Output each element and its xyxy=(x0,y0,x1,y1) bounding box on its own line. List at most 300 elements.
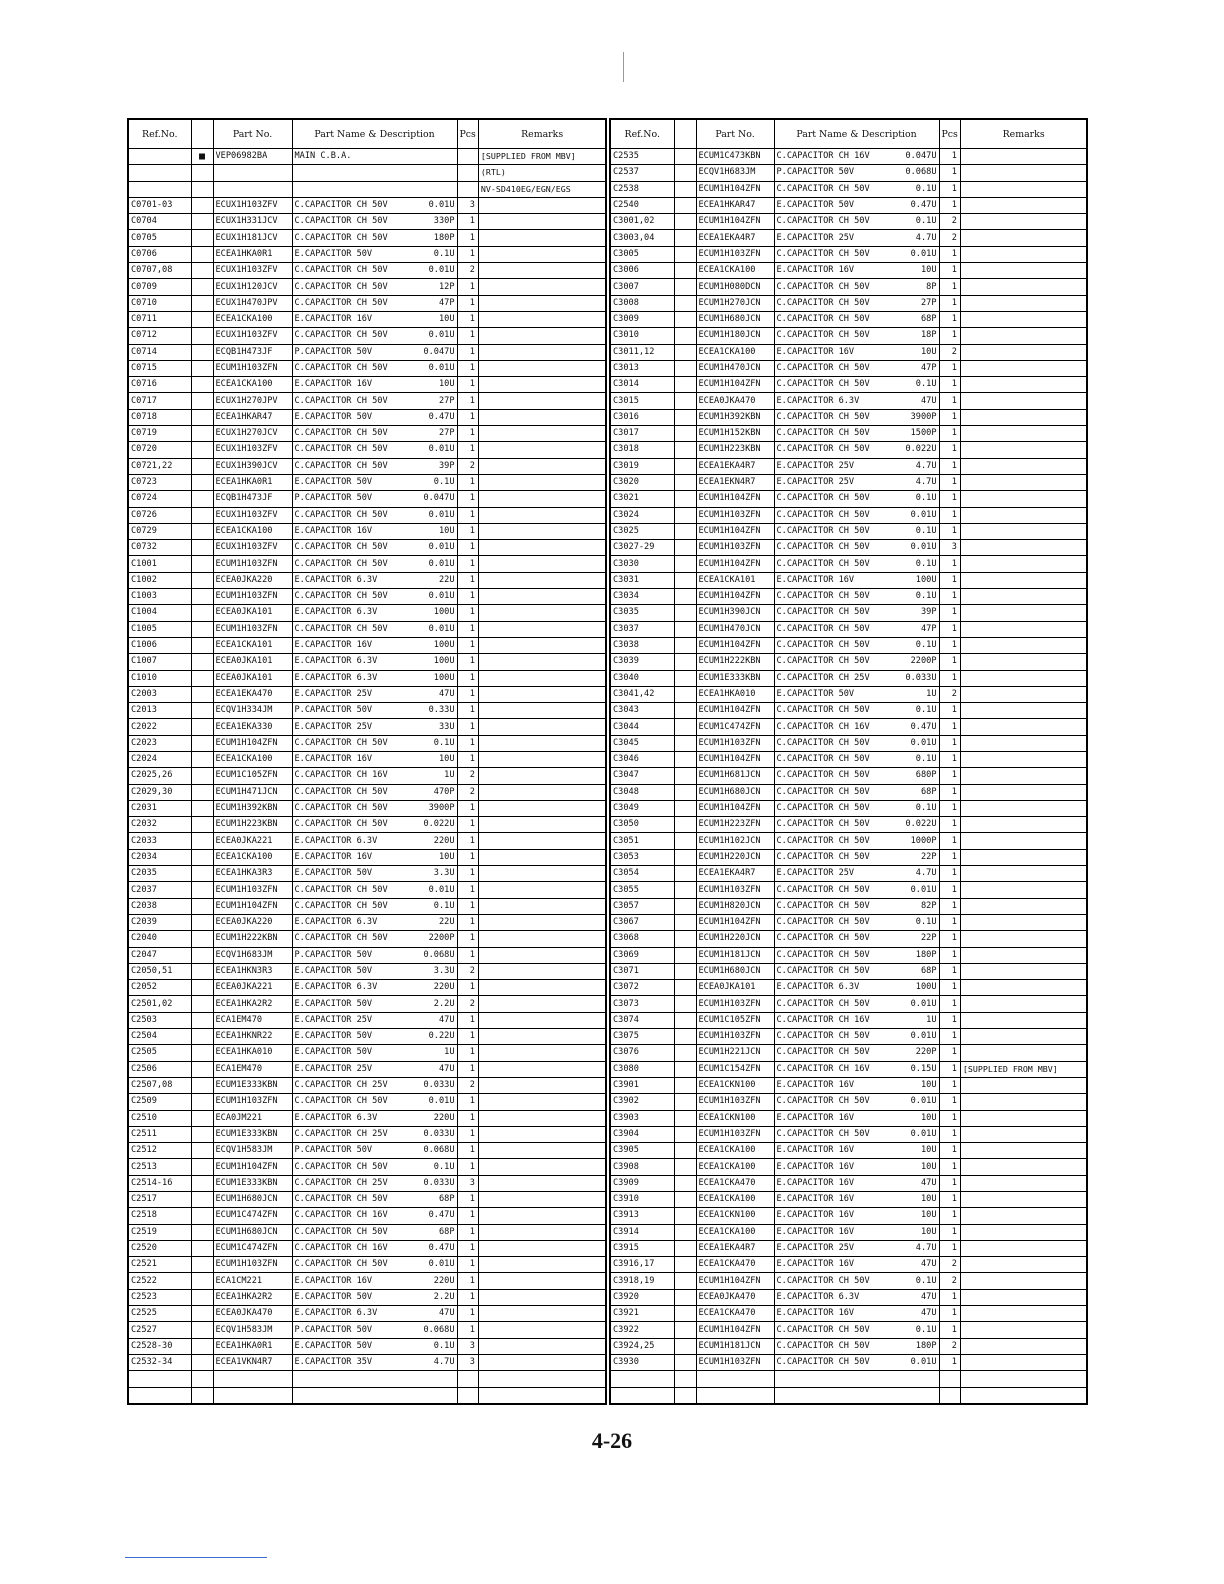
description-text: E.CAPACITOR 6.3V xyxy=(294,607,378,618)
part-no-cell: ECQV1H583JM xyxy=(213,1143,292,1159)
description-text: C.CAPACITOR CH 50V xyxy=(776,1047,870,1058)
remarks-cell xyxy=(960,1192,1087,1208)
description-cell xyxy=(292,377,457,393)
ref-no-cell: C3025 xyxy=(610,523,674,539)
ref-no-cell: C2540 xyxy=(610,197,674,213)
table-row xyxy=(128,1208,606,1224)
pcs-cell: 1 xyxy=(939,768,960,784)
value-text: 10U xyxy=(438,851,455,862)
value-text: 10U xyxy=(920,1080,937,1091)
description-cell xyxy=(774,833,939,849)
table-row xyxy=(610,670,1087,686)
description-cell xyxy=(292,1289,457,1305)
value-text: 0.1U xyxy=(915,1275,937,1286)
table-row xyxy=(610,1029,1087,1045)
ref-no-cell xyxy=(128,165,191,181)
remarks-cell xyxy=(478,295,606,311)
part-no-cell: ECEA1CKA100 xyxy=(213,849,292,865)
new-part-mark xyxy=(674,751,696,767)
description-text: E.CAPACITOR 16V xyxy=(294,851,373,862)
table-row xyxy=(610,149,1087,165)
description-text: C.CAPACITOR CH 16V xyxy=(294,770,388,781)
description-text: C.CAPACITOR CH 50V xyxy=(294,509,388,520)
table-row xyxy=(128,181,606,197)
remarks-cell xyxy=(960,1094,1087,1110)
remarks-cell xyxy=(960,1143,1087,1159)
table-row xyxy=(610,735,1087,751)
remarks-cell xyxy=(960,849,1087,865)
remarks-cell xyxy=(960,719,1087,735)
description-text: C.CAPACITOR CH 50V xyxy=(776,1357,870,1368)
part-no-cell: ECUM1H103ZFN xyxy=(213,360,292,376)
pcs-cell: 3 xyxy=(457,1338,478,1354)
remarks-cell xyxy=(960,817,1087,833)
table-row xyxy=(128,442,606,458)
part-no-cell: ECUM1H222KBN xyxy=(213,931,292,947)
pcs-cell: 1 xyxy=(939,295,960,311)
part-no-cell: ECUM1H104ZFN xyxy=(696,1273,774,1289)
table-row xyxy=(128,393,606,409)
remarks-cell xyxy=(478,556,606,572)
description-cell xyxy=(292,197,457,213)
part-no-cell: ECUM1H180JCN xyxy=(696,328,774,344)
ref-no-cell: C2003 xyxy=(128,686,191,702)
table-row xyxy=(128,165,606,181)
new-part-mark xyxy=(191,295,213,311)
description-text: E.CAPACITOR 50V xyxy=(294,1031,373,1042)
pcs-cell: 1 xyxy=(939,279,960,295)
description-text: C.CAPACITOR CH 50V xyxy=(776,607,870,618)
new-part-mark xyxy=(191,279,213,295)
new-part-mark xyxy=(674,1208,696,1224)
remarks-cell xyxy=(960,963,1087,979)
new-part-mark xyxy=(191,328,213,344)
value-text: 220U xyxy=(433,1112,455,1123)
header-part-no: Part No. xyxy=(696,119,774,149)
table-row xyxy=(610,882,1087,898)
description-cell xyxy=(292,1306,457,1322)
description-text: C.CAPACITOR CH 50V xyxy=(294,542,388,553)
description-cell xyxy=(292,1061,457,1077)
description-cell xyxy=(292,735,457,751)
description-cell xyxy=(774,1354,939,1370)
remarks-cell xyxy=(478,279,606,295)
pcs-cell: 1 xyxy=(939,817,960,833)
value-text: 100U xyxy=(915,574,937,585)
value-text: 0.1U xyxy=(915,754,937,765)
description-text: C.CAPACITOR CH 50V xyxy=(776,705,870,716)
part-no-cell: ECUM1C474ZFN xyxy=(696,719,774,735)
description-cell xyxy=(774,784,939,800)
remarks-cell xyxy=(960,426,1087,442)
ref-no-cell: C3902 xyxy=(610,1094,674,1110)
description-cell xyxy=(774,279,939,295)
ref-no-cell: C3040 xyxy=(610,670,674,686)
new-part-mark xyxy=(191,1387,213,1404)
value-text: 47U xyxy=(920,1259,937,1270)
pcs-cell: 1 xyxy=(939,263,960,279)
value-text: 10U xyxy=(920,1226,937,1237)
part-no-cell: ECQV1H334JM xyxy=(213,703,292,719)
part-no-cell: ECEA1CKA100 xyxy=(696,344,774,360)
description-text: E.CAPACITOR 35V xyxy=(294,1357,373,1368)
remarks-cell xyxy=(960,1240,1087,1256)
description-text: E.CAPACITOR 50V xyxy=(294,1340,373,1351)
value-text: 0.047U xyxy=(423,346,455,357)
table-row xyxy=(610,230,1087,246)
pcs-cell: 1 xyxy=(939,409,960,425)
new-part-mark xyxy=(674,1240,696,1256)
remarks-cell xyxy=(478,572,606,588)
table-row xyxy=(128,735,606,751)
remarks-cell xyxy=(960,197,1087,213)
remarks-cell xyxy=(478,1012,606,1028)
pcs-cell: 1 xyxy=(457,442,478,458)
new-part-mark xyxy=(674,931,696,947)
remarks-cell xyxy=(960,474,1087,490)
table-row xyxy=(610,279,1087,295)
new-part-mark xyxy=(191,214,213,230)
ref-no-cell: C3922 xyxy=(610,1322,674,1338)
table-row xyxy=(128,1012,606,1028)
table-row xyxy=(610,1273,1087,1289)
ref-no-cell: C2035 xyxy=(128,866,191,882)
new-part-mark xyxy=(674,458,696,474)
new-part-mark xyxy=(191,230,213,246)
part-no-cell: ECQV1H683JM xyxy=(213,947,292,963)
remarks-cell xyxy=(960,1175,1087,1191)
pcs-cell: 1 xyxy=(939,1159,960,1175)
ref-no-cell: C3905 xyxy=(610,1143,674,1159)
ref-no-cell: C2512 xyxy=(128,1143,191,1159)
value-text: 33U xyxy=(438,721,455,732)
description-text: C.CAPACITOR CH 50V xyxy=(294,1226,388,1237)
table-row xyxy=(128,784,606,800)
value-text: 0.01U xyxy=(428,542,455,553)
description-cell xyxy=(774,556,939,572)
pcs-cell: 1 xyxy=(939,328,960,344)
pcs-cell: 2 xyxy=(939,230,960,246)
remarks-cell xyxy=(478,1143,606,1159)
value-text: 0.1U xyxy=(433,737,455,748)
description-text: E.CAPACITOR 50V xyxy=(294,868,373,879)
value-text: 47P xyxy=(438,297,455,308)
remarks-cell xyxy=(478,882,606,898)
pcs-cell: 1 xyxy=(457,654,478,670)
value-text: 0.047U xyxy=(905,151,937,162)
table-row xyxy=(610,1338,1087,1354)
table-row xyxy=(128,1387,606,1404)
pcs-cell: 1 xyxy=(939,1012,960,1028)
ref-no-cell: C2023 xyxy=(128,735,191,751)
table-row xyxy=(610,1175,1087,1191)
new-part-mark xyxy=(674,311,696,327)
remarks-cell xyxy=(960,1354,1087,1370)
ref-no-cell: C3075 xyxy=(610,1029,674,1045)
part-no-cell: ECUM1H471JCN xyxy=(213,784,292,800)
description-text: C.CAPACITOR CH 25V xyxy=(294,1128,388,1139)
pcs-cell: 1 xyxy=(457,1045,478,1061)
new-part-mark xyxy=(191,605,213,621)
remarks-cell xyxy=(960,344,1087,360)
new-part-mark xyxy=(674,1061,696,1077)
ref-no-cell xyxy=(128,1387,191,1404)
value-text: 0.01U xyxy=(910,1096,937,1107)
table-row xyxy=(610,1208,1087,1224)
pcs-cell: 1 xyxy=(939,1306,960,1322)
new-part-mark xyxy=(191,1126,213,1142)
remarks-cell xyxy=(960,947,1087,963)
pcs-cell: 1 xyxy=(939,621,960,637)
pcs-cell: 1 xyxy=(457,800,478,816)
remarks-cell xyxy=(478,768,606,784)
table-row xyxy=(128,214,606,230)
new-part-mark xyxy=(674,1338,696,1354)
value-text: 0.1U xyxy=(915,803,937,814)
table-row xyxy=(610,703,1087,719)
new-part-mark xyxy=(191,360,213,376)
remarks-cell xyxy=(960,605,1087,621)
description-text: P.CAPACITOR 50V xyxy=(294,705,373,716)
description-text: E.CAPACITOR 6.3V xyxy=(294,1308,378,1319)
ref-no-cell: C1003 xyxy=(128,589,191,605)
value-text: 0.033U xyxy=(423,1128,455,1139)
value-text: 0.01U xyxy=(428,558,455,569)
new-part-mark xyxy=(191,1061,213,1077)
part-no-cell: ECUM1H103ZFN xyxy=(213,589,292,605)
new-part-mark xyxy=(674,263,696,279)
description-text: E.CAPACITOR 6.3V xyxy=(294,574,378,585)
table-row xyxy=(128,507,606,523)
description-text: E.CAPACITOR 16V xyxy=(776,1080,855,1091)
value-text: 1000P xyxy=(910,835,937,846)
table-row xyxy=(610,605,1087,621)
table-row xyxy=(128,1289,606,1305)
value-text: 100U xyxy=(915,982,937,993)
ref-no-cell: C3914 xyxy=(610,1224,674,1240)
ref-no-cell: C2039 xyxy=(128,914,191,930)
description-text: C.CAPACITOR CH 50V xyxy=(776,623,870,634)
table-row xyxy=(610,1322,1087,1338)
pcs-cell xyxy=(939,1371,960,1387)
description-cell xyxy=(774,523,939,539)
description-cell xyxy=(292,1322,457,1338)
part-no-cell: ECUM1H470JCN xyxy=(696,621,774,637)
remarks-cell xyxy=(478,751,606,767)
description-text: E.CAPACITOR 25V xyxy=(294,688,373,699)
table-row xyxy=(610,947,1087,963)
new-part-mark xyxy=(191,751,213,767)
description-cell xyxy=(774,1257,939,1273)
pcs-cell: 1 xyxy=(939,1240,960,1256)
new-part-mark xyxy=(191,621,213,637)
table-row xyxy=(610,898,1087,914)
description-cell xyxy=(774,474,939,490)
remarks-cell xyxy=(478,409,606,425)
pcs-cell: 1 xyxy=(939,507,960,523)
table-row xyxy=(610,1094,1087,1110)
description-cell xyxy=(292,1273,457,1289)
new-part-mark xyxy=(191,393,213,409)
ref-no-cell: C2532-34 xyxy=(128,1354,191,1370)
remarks-cell xyxy=(478,866,606,882)
new-part-mark xyxy=(191,1143,213,1159)
value-text: 1U xyxy=(444,1047,455,1058)
description-cell xyxy=(292,800,457,816)
ref-no-cell: C3913 xyxy=(610,1208,674,1224)
part-no-cell: ECUM1E333KBN xyxy=(213,1126,292,1142)
ref-no-cell: C2537 xyxy=(610,165,674,181)
description-cell xyxy=(774,947,939,963)
new-part-mark xyxy=(191,246,213,262)
new-part-mark xyxy=(674,898,696,914)
part-no-cell: VEP06982BA xyxy=(213,149,292,165)
pcs-cell: 1 xyxy=(457,409,478,425)
pcs-cell: 1 xyxy=(939,311,960,327)
part-no-cell: ECUM1H103ZFN xyxy=(213,1257,292,1273)
new-part-mark xyxy=(674,605,696,621)
value-text: 39P xyxy=(438,460,455,471)
description-text: C.CAPACITOR CH 50V xyxy=(294,363,388,373)
ref-no-cell: C1007 xyxy=(128,654,191,670)
pcs-cell: 1 xyxy=(939,523,960,539)
description-text: C.CAPACITOR CH 50V xyxy=(776,281,870,292)
remarks-cell xyxy=(960,1371,1087,1387)
description-text: C.CAPACITOR CH 50V xyxy=(776,884,870,895)
part-no-cell: ECEA1HKA2R2 xyxy=(213,996,292,1012)
table-row xyxy=(610,1289,1087,1305)
new-part-mark xyxy=(191,686,213,702)
description-text: C.CAPACITOR CH 50V xyxy=(776,851,870,862)
pcs-cell: 1 xyxy=(939,1045,960,1061)
table-row xyxy=(128,963,606,979)
pcs-cell: 1 xyxy=(457,230,478,246)
description-text: C.CAPACITOR CH 50V xyxy=(776,379,870,390)
table-row xyxy=(128,947,606,963)
pcs-cell: 1 xyxy=(939,898,960,914)
table-row xyxy=(610,263,1087,279)
part-no-cell: ECUM1H220JCN xyxy=(696,931,774,947)
new-part-mark xyxy=(191,784,213,800)
table-row xyxy=(128,409,606,425)
table-row xyxy=(610,1126,1087,1142)
table-row xyxy=(128,654,606,670)
part-no-cell: ECUM1H103ZFN xyxy=(213,621,292,637)
new-part-mark xyxy=(191,849,213,865)
new-part-mark xyxy=(674,1257,696,1273)
remarks-cell xyxy=(960,556,1087,572)
description-text: E.CAPACITOR 50V xyxy=(294,1047,373,1058)
remarks-cell xyxy=(478,328,606,344)
new-part-mark xyxy=(674,328,696,344)
part-no-cell xyxy=(213,1371,292,1387)
description-cell xyxy=(292,947,457,963)
description-cell xyxy=(292,442,457,458)
new-part-mark xyxy=(674,507,696,523)
description-cell xyxy=(774,311,939,327)
new-part-mark xyxy=(191,458,213,474)
ref-no-cell: C3003,04 xyxy=(610,230,674,246)
table-row xyxy=(610,800,1087,816)
pcs-cell: 1 xyxy=(457,246,478,262)
value-text: 2200P xyxy=(428,933,455,944)
remarks-cell xyxy=(478,474,606,490)
description-cell xyxy=(292,246,457,262)
description-cell xyxy=(292,833,457,849)
remarks-cell xyxy=(478,947,606,963)
description-text: C.CAPACITOR CH 50V xyxy=(294,216,388,227)
table-row xyxy=(610,621,1087,637)
part-no-cell: ECEA1HKAR47 xyxy=(213,409,292,425)
new-part-mark xyxy=(674,686,696,702)
new-part-mark xyxy=(191,800,213,816)
new-part-mark xyxy=(191,1192,213,1208)
remarks-cell: (RTL) xyxy=(478,165,606,181)
description-text: E.CAPACITOR 50V xyxy=(294,998,373,1009)
part-no-cell: ECEA1EKA4R7 xyxy=(696,230,774,246)
part-no-cell: ECUM1H104ZFN xyxy=(213,1159,292,1175)
pcs-cell: 3 xyxy=(457,1354,478,1370)
part-no-cell: ECEA1EKA4R7 xyxy=(696,1240,774,1256)
part-no-cell: ECUM1H104ZFN xyxy=(696,914,774,930)
value-text: 0.01U xyxy=(428,444,455,455)
part-no-cell: ECUM1H223KBN xyxy=(696,442,774,458)
description-text: C.CAPACITOR CH 50V xyxy=(776,183,870,194)
description-cell xyxy=(774,605,939,621)
value-text: 1U xyxy=(926,1014,937,1025)
ref-no-cell: C3921 xyxy=(610,1306,674,1322)
description-cell xyxy=(292,393,457,409)
value-text: 0.1U xyxy=(433,1340,455,1351)
part-no-cell xyxy=(213,181,292,197)
part-no-cell: ECA1EM470 xyxy=(213,1061,292,1077)
bottom-rule xyxy=(125,1557,267,1558)
table-row xyxy=(128,866,606,882)
pcs-cell xyxy=(457,181,478,197)
description-text: C.CAPACITOR CH 50V xyxy=(294,460,388,471)
new-part-mark xyxy=(674,409,696,425)
remarks-cell xyxy=(960,377,1087,393)
parts-table-right xyxy=(609,118,1088,1405)
value-text: 0.1U xyxy=(915,591,937,602)
table-header-row xyxy=(610,119,1087,149)
value-text: 0.01U xyxy=(428,363,455,373)
ref-no-cell: C2022 xyxy=(128,719,191,735)
remarks-cell xyxy=(960,800,1087,816)
part-no-cell: ECUM1H104ZFN xyxy=(696,1322,774,1338)
remarks-cell xyxy=(960,181,1087,197)
description-cell xyxy=(774,589,939,605)
ref-no-cell: C0720 xyxy=(128,442,191,458)
remarks-cell xyxy=(478,898,606,914)
ref-no-cell: C0710 xyxy=(128,295,191,311)
ref-no-cell: C2528-30 xyxy=(128,1338,191,1354)
part-no-cell: ECUM1C154ZFN xyxy=(696,1061,774,1077)
value-text: 0.01U xyxy=(428,330,455,341)
description-cell xyxy=(292,1240,457,1256)
description-text: C.CAPACITOR CH 50V xyxy=(776,428,870,439)
part-no-cell: ECUM1H680JCN xyxy=(696,963,774,979)
new-part-mark xyxy=(191,735,213,751)
description-text: C.CAPACITOR CH 25V xyxy=(294,1177,388,1188)
ref-no-cell: C2506 xyxy=(128,1061,191,1077)
description-text: E.CAPACITOR 6.3V xyxy=(776,395,860,406)
table-row xyxy=(610,246,1087,262)
new-part-mark xyxy=(674,768,696,784)
ref-no-cell: C3903 xyxy=(610,1110,674,1126)
part-no-cell: ECUM1E333KBN xyxy=(213,1175,292,1191)
description-cell xyxy=(774,1208,939,1224)
